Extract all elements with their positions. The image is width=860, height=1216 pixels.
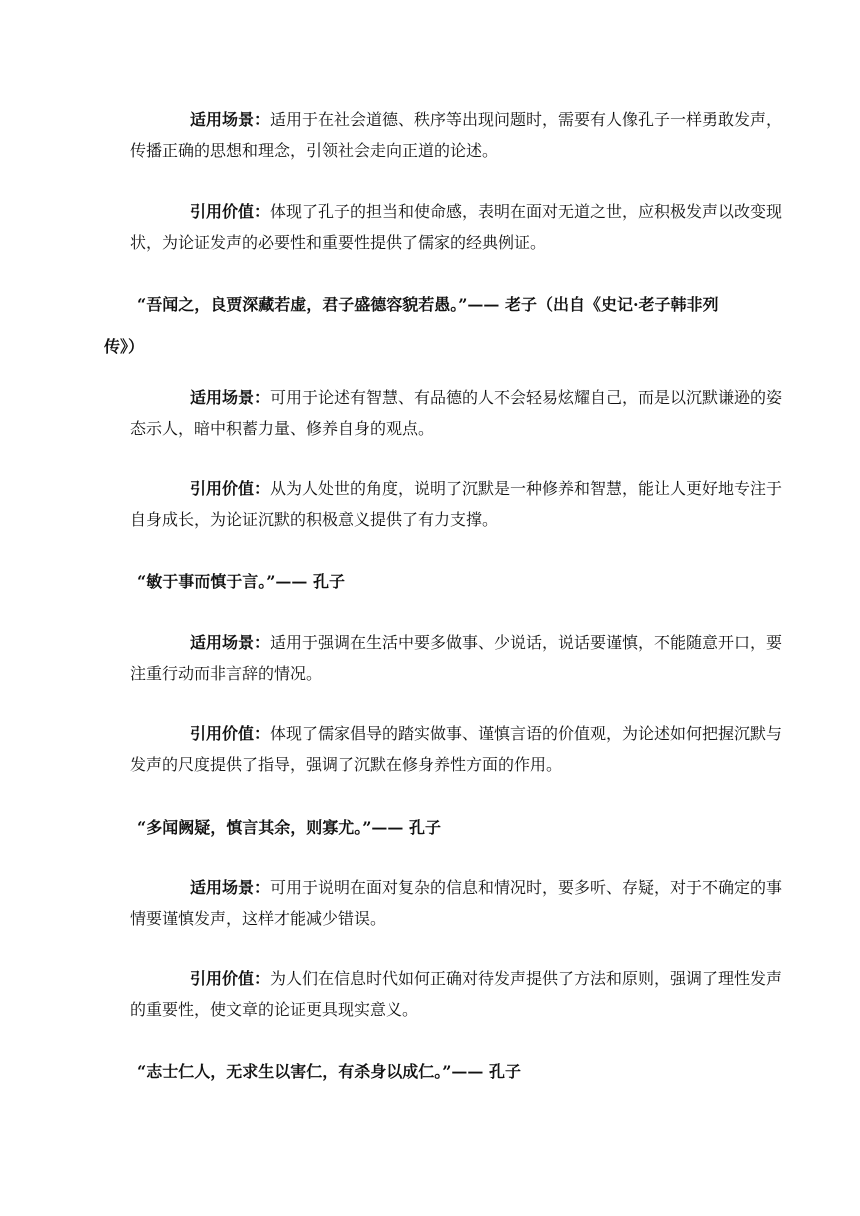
quote-heading: “多闻阙疑，慎言其余，则寡尤。”—— 孔子 xyxy=(137,818,441,837)
scene-text: 适用于在社会道德、秩序等出现问题时，需要有人像孔子一样勇敢发声，传播正确的思想和理念，引领社会走向正道的论述。 xyxy=(130,110,783,160)
scene-paragraph xyxy=(130,872,785,934)
value-text: 为人们在信息时代如何正确对待发声提供了方法和原则，强调了理性发声的重要性，使文章的论证更具现实意义。 xyxy=(130,969,783,1019)
scene-paragraph xyxy=(130,627,785,689)
scene-text: 适用于强调在生活中要多做事、少说话，说话要谨慎，不能随意开口，要注重行动而非言辞的情况。 xyxy=(130,633,783,683)
value-label: 引用价值： xyxy=(190,202,271,221)
quote-heading: “志士仁人，无求生以害仁，有杀身以成仁。”—— 孔子 xyxy=(137,1062,521,1081)
value-text: 体现了孔子的担当和使命感，表明在面对无道之世，应积极发声以改变现状，为论证发声的必要性和重要性提供了儒家的经典例证。 xyxy=(130,202,783,252)
quote-heading-continuation: 传》） xyxy=(104,337,145,356)
value-label: 引用价值： xyxy=(190,724,271,743)
value-label: 引用价值： xyxy=(190,479,271,498)
quote-heading: “敏于事而慎于言。”—— 孔子 xyxy=(137,572,345,591)
value-paragraph xyxy=(130,196,785,258)
value-text: 体现了儒家倡导的踏实做事、谨慎言语的价值观，为论述如何把握沉默与发声的尺度提供了指导，强调了沉默在修身养性方面的作用。 xyxy=(130,724,783,774)
scene-text: 可用于说明在面对复杂的信息和情况时，要多听、存疑，对于不确定的事情要谨慎发声，这样才能减少错误。 xyxy=(130,878,783,928)
scene-paragraph xyxy=(130,104,785,166)
scene-label: 适用场景： xyxy=(190,633,271,652)
quote-heading: “吾闻之，良贾深藏若虚，君子盛德容貌若愚。”—— 老子（出自《史记·老子韩非列 xyxy=(137,295,719,314)
scene-paragraph xyxy=(130,382,785,444)
value-paragraph xyxy=(130,473,785,535)
scene-label: 适用场景： xyxy=(190,878,271,897)
scene-label: 适用场景： xyxy=(190,388,271,407)
value-text: 从为人处世的角度，说明了沉默是一种修养和智慧，能让人更好地专注于自身成长，为论证沉默的积极意义提供了有力支撑。 xyxy=(130,479,783,529)
value-label: 引用价值： xyxy=(190,969,271,988)
scene-label: 适用场景： xyxy=(190,110,271,129)
value-paragraph xyxy=(130,718,785,780)
scene-text: 可用于论述有智慧、有品德的人不会轻易炫耀自己，而是以沉默谦逊的姿态示人，暗中积蓄力量、修养自身的观点。 xyxy=(130,388,783,438)
value-paragraph xyxy=(130,963,785,1025)
